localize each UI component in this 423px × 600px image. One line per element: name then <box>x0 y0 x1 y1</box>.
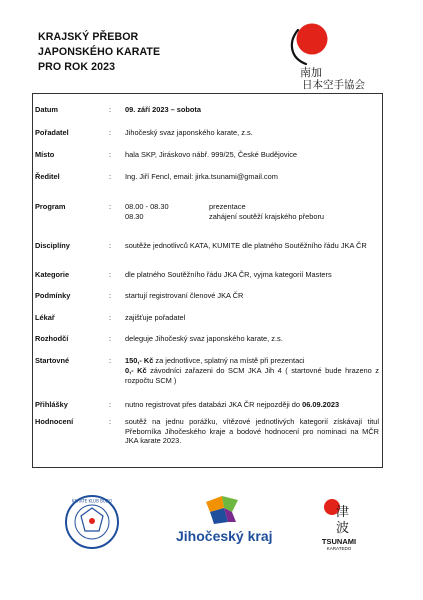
tsunami-subtext: KARATEDO <box>326 546 352 551</box>
lekar-value: zajišťuje pořadatel <box>125 313 186 322</box>
tsunami-wordmark: TSUNAMI <box>321 537 357 546</box>
tsunami-emblem-icon <box>319 496 359 536</box>
title-line-2: JAPONSKÉHO KARATE <box>38 46 161 58</box>
program-desc-1: prezentace <box>209 202 246 211</box>
row-hodnoceni: Hodnocení : soutěž na jednu porážku, vítězové jednotlivých kategorií získávají titul Přeborníka Jihočeského kraje a bodové hodnocení pro nominaci na MČR JKA karate 2023. <box>35 417 379 446</box>
reditel-value: Ing. Jiří Fencl, email: jirka.tsunami@gmail.com <box>125 172 278 181</box>
svg-text:KARATE KLUB BUDO: KARATE KLUB BUDO <box>71 498 113 504</box>
svg-text:波: 波 <box>336 521 350 536</box>
kategorie-value: dle platného Soutěžního řádu JKA ČR, vyjma kategorií Masters <box>125 270 332 279</box>
row-program: Program : 08.00 - 08.30 prezentace 08.30 zahájení soutěží krajského přeboru <box>35 202 325 221</box>
title-line-1: KRAJSKÝ PŘEBOR <box>38 31 139 43</box>
rozhodci-value: deleguje Jihočeský svaz japonského karate, z.s. <box>125 334 283 343</box>
jihocesky-kraj-logo <box>176 494 272 554</box>
svg-text:南加: 南加 <box>300 66 322 79</box>
info-table: Datum : 09. září 2023 – sobota Pořadatel : Jihočeský svaz japonského karate, z.s. Místo : hala SKP, Jiráskovo nábř. 999/25, České Budějovice Ředitel : Ing. Jiří Fencl, email: jirka.tsunami@gmail.com Program : 08.00 - 08.30 prezentace 08.30 zahájení soutěží krajského přeboru Disciplíny : soutěže jednotlivců KATA, KUMITE dle platného Soutěžního řádu JKA ČR Kategorie : dle platného Soutěžního řádu JKA ČR, vyjma kategorií Masters Podmínky : startují registrovaní členové JKA ČR Lékař : zajišťuje pořadatel Rozhodčí : deleguje Jihočeský svaz japonského karate, z.s. Startovné : 150,- Kč za jednotlivce, splatný na místě při prezentaci 0,- Kč závodníci zařazeni do SCM JKA Jih 4 ( startovné bude hrazeno z rozpočtu SCM ) Přihlášky : nutno registrovat přes databázi JKA ČR nejpozději do 06.09.2023 Hodnocení : soutěž na jednu porážku, vítězové jednotlivých kategorií získávají titul Přeborníka Jihočeského kraje a bodové hodnocení pro nominaci na MČR JKA karate 2023. <box>32 93 383 468</box>
row-startovne: Startovné : 150,- Kč za jednotlivce, splatný na místě při prezentaci 0,- Kč závodníci zařazeni do SCM JKA Jih 4 ( startovné bude hrazeno z rozpočtu SCM ) <box>35 356 379 385</box>
program-time-2: 08.30 <box>125 212 144 221</box>
svg-text:日本空手協会: 日本空手協会 <box>302 79 365 90</box>
title-line-3: PRO ROK 2023 <box>38 61 116 73</box>
program-desc-2: zahájení soutěží krajského přeboru <box>209 212 325 221</box>
kraj-emblem-icon <box>202 494 242 526</box>
nanka-jka-logo <box>286 20 390 90</box>
discipliny-value: soutěže jednotlivců KATA, KUMITE dle platného Soutěžního řádu JKA ČR <box>125 241 367 250</box>
hodnoceni-value: soutěž na jednu porážku, vítězové jednotlivých kategorií získávají titul Přeborníka Jihočeského kraje a bodové hodnocení pro nominaci na MČR JKA karate 2023. <box>125 417 379 446</box>
podminky-value: startují registrovaní členové JKA ČR <box>125 291 244 300</box>
startovne-line-2: 0,- Kč závodníci zařazeni do SCM JKA Jih 4 ( startovné bude hrazeno z rozpočtu SCM ) <box>125 366 379 385</box>
karate-klub-seal-logo <box>64 494 120 550</box>
misto-value: hala SKP, Jiráskovo nábř. 999/25, České Budějovice <box>125 150 298 159</box>
poradatel-value: Jihočeský svaz japonského karate, z.s. <box>125 128 253 137</box>
event-title <box>38 30 160 75</box>
kraj-wordmark: Jihočeský kraj <box>176 528 273 544</box>
startovne-line-1: 150,- Kč za jednotlivce, splatný na místě při prezentaci <box>125 356 305 365</box>
svg-text:津: 津 <box>336 505 350 520</box>
program-time-1: 08.00 - 08.30 <box>125 202 169 211</box>
tsunami-logo <box>314 496 364 554</box>
datum-value: 09. září 2023 – sobota <box>125 105 201 114</box>
red-sun-icon <box>297 24 328 55</box>
prihlasky-value: nutno registrovat přes databázi JKA ČR nejpozději do 06.09.2023 <box>125 400 340 409</box>
